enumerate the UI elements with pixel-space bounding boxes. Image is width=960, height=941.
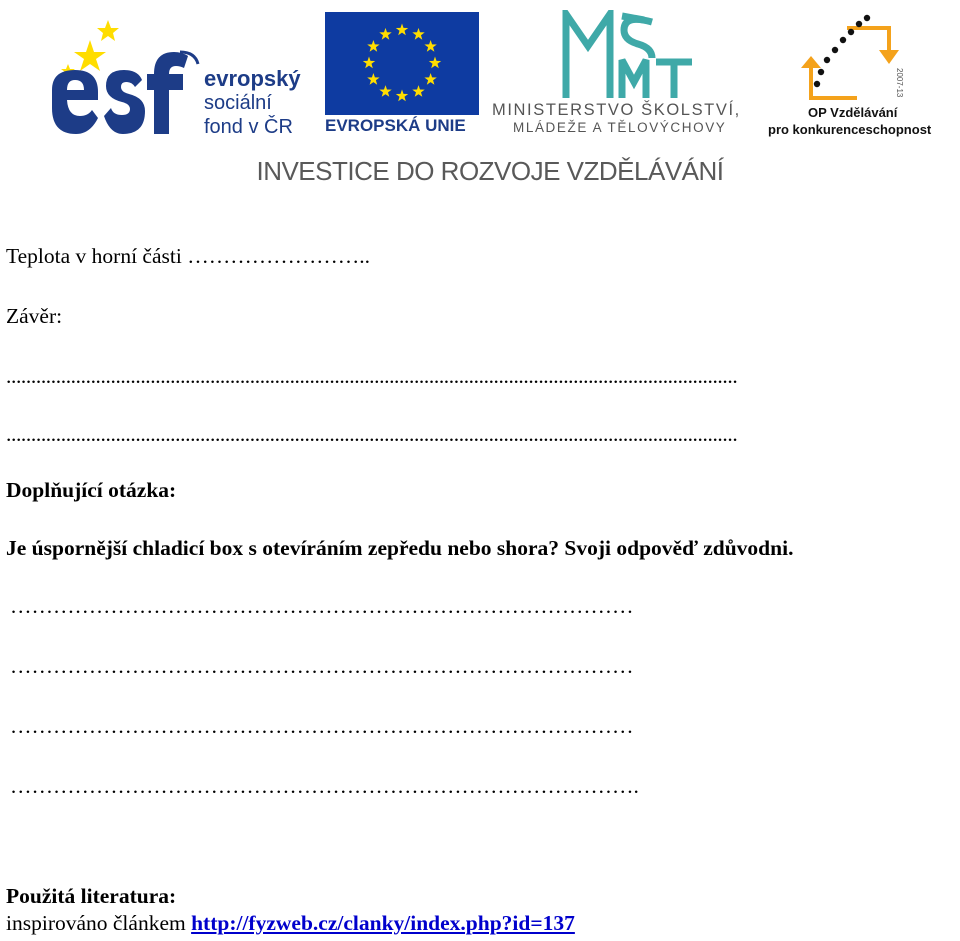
answer-line-1: …………………………………………………………………………… <box>10 594 634 618</box>
answer-line-3: …………………………………………………………………………… <box>10 714 634 738</box>
eu-star-icon <box>424 40 436 52</box>
eu-stars-icon <box>325 12 479 115</box>
msmt-line2: MLÁDEŽE A TĚLOVÝCHOVY <box>513 120 727 135</box>
op-years: 2007-13 <box>895 68 904 98</box>
question: Je úspornější chladicí box s otevíráním zepředu nebo shora? Svoji odpověď zdůvodni. <box>6 536 794 560</box>
msmt-mark-icon <box>560 10 695 102</box>
eu-star-icon <box>367 73 379 85</box>
msmt-logo <box>560 10 695 102</box>
esf-mark-icon <box>50 12 200 140</box>
eu-star-icon <box>412 28 424 40</box>
eu-star-icon <box>379 85 391 97</box>
source-link[interactable]: http://fyzweb.cz/clanky/index.php?id=137 <box>191 911 575 935</box>
eu-star-icon <box>396 90 408 102</box>
op-mark-icon <box>797 8 915 112</box>
zaver-heading: Závěr: <box>6 304 63 328</box>
banner-title: INVESTICE DO ROZVOJE VZDĚLÁVÁNÍ <box>256 156 724 186</box>
esf-line1: evropský <box>204 66 301 91</box>
dot-line-2: ................................................................................................................................................... <box>6 422 738 446</box>
eu-star-icon <box>424 73 436 85</box>
dot-line-1: ................................................................................................................................................... <box>6 364 738 388</box>
eu-star-icon <box>379 28 391 40</box>
teplota-label: Teplota v horní části …………………….. <box>6 244 370 268</box>
msmt-line1: MINISTERSTVO ŠKOLSTVÍ, <box>492 101 741 119</box>
op-logo <box>797 8 915 112</box>
op-line2: pro konkurenceschopnost <box>768 122 932 137</box>
doplnujici-heading: Doplňující otázka: <box>6 478 177 502</box>
esf-logo <box>50 10 320 140</box>
eu-flag <box>325 12 479 115</box>
citation <box>6 911 575 936</box>
answer-line-4: ……………………………………………………………………………. <box>10 774 639 798</box>
answer-line-2: …………………………………………………………………………… <box>10 654 634 678</box>
eu-label: EVROPSKÁ UNIE <box>325 116 466 135</box>
eu-star-icon <box>363 57 375 69</box>
op-line1: OP Vzdělávání <box>808 105 898 120</box>
eu-star-icon <box>429 57 441 69</box>
esf-line3: fond v ČR <box>204 116 293 138</box>
eu-star-icon <box>396 24 408 36</box>
eu-star-icon <box>367 40 379 52</box>
literatura-heading: Použitá literatura: <box>6 884 177 908</box>
eu-star-icon <box>412 85 424 97</box>
esf-line2: sociální <box>204 92 272 114</box>
inspirovano-text: inspirováno článkem <box>6 911 192 935</box>
